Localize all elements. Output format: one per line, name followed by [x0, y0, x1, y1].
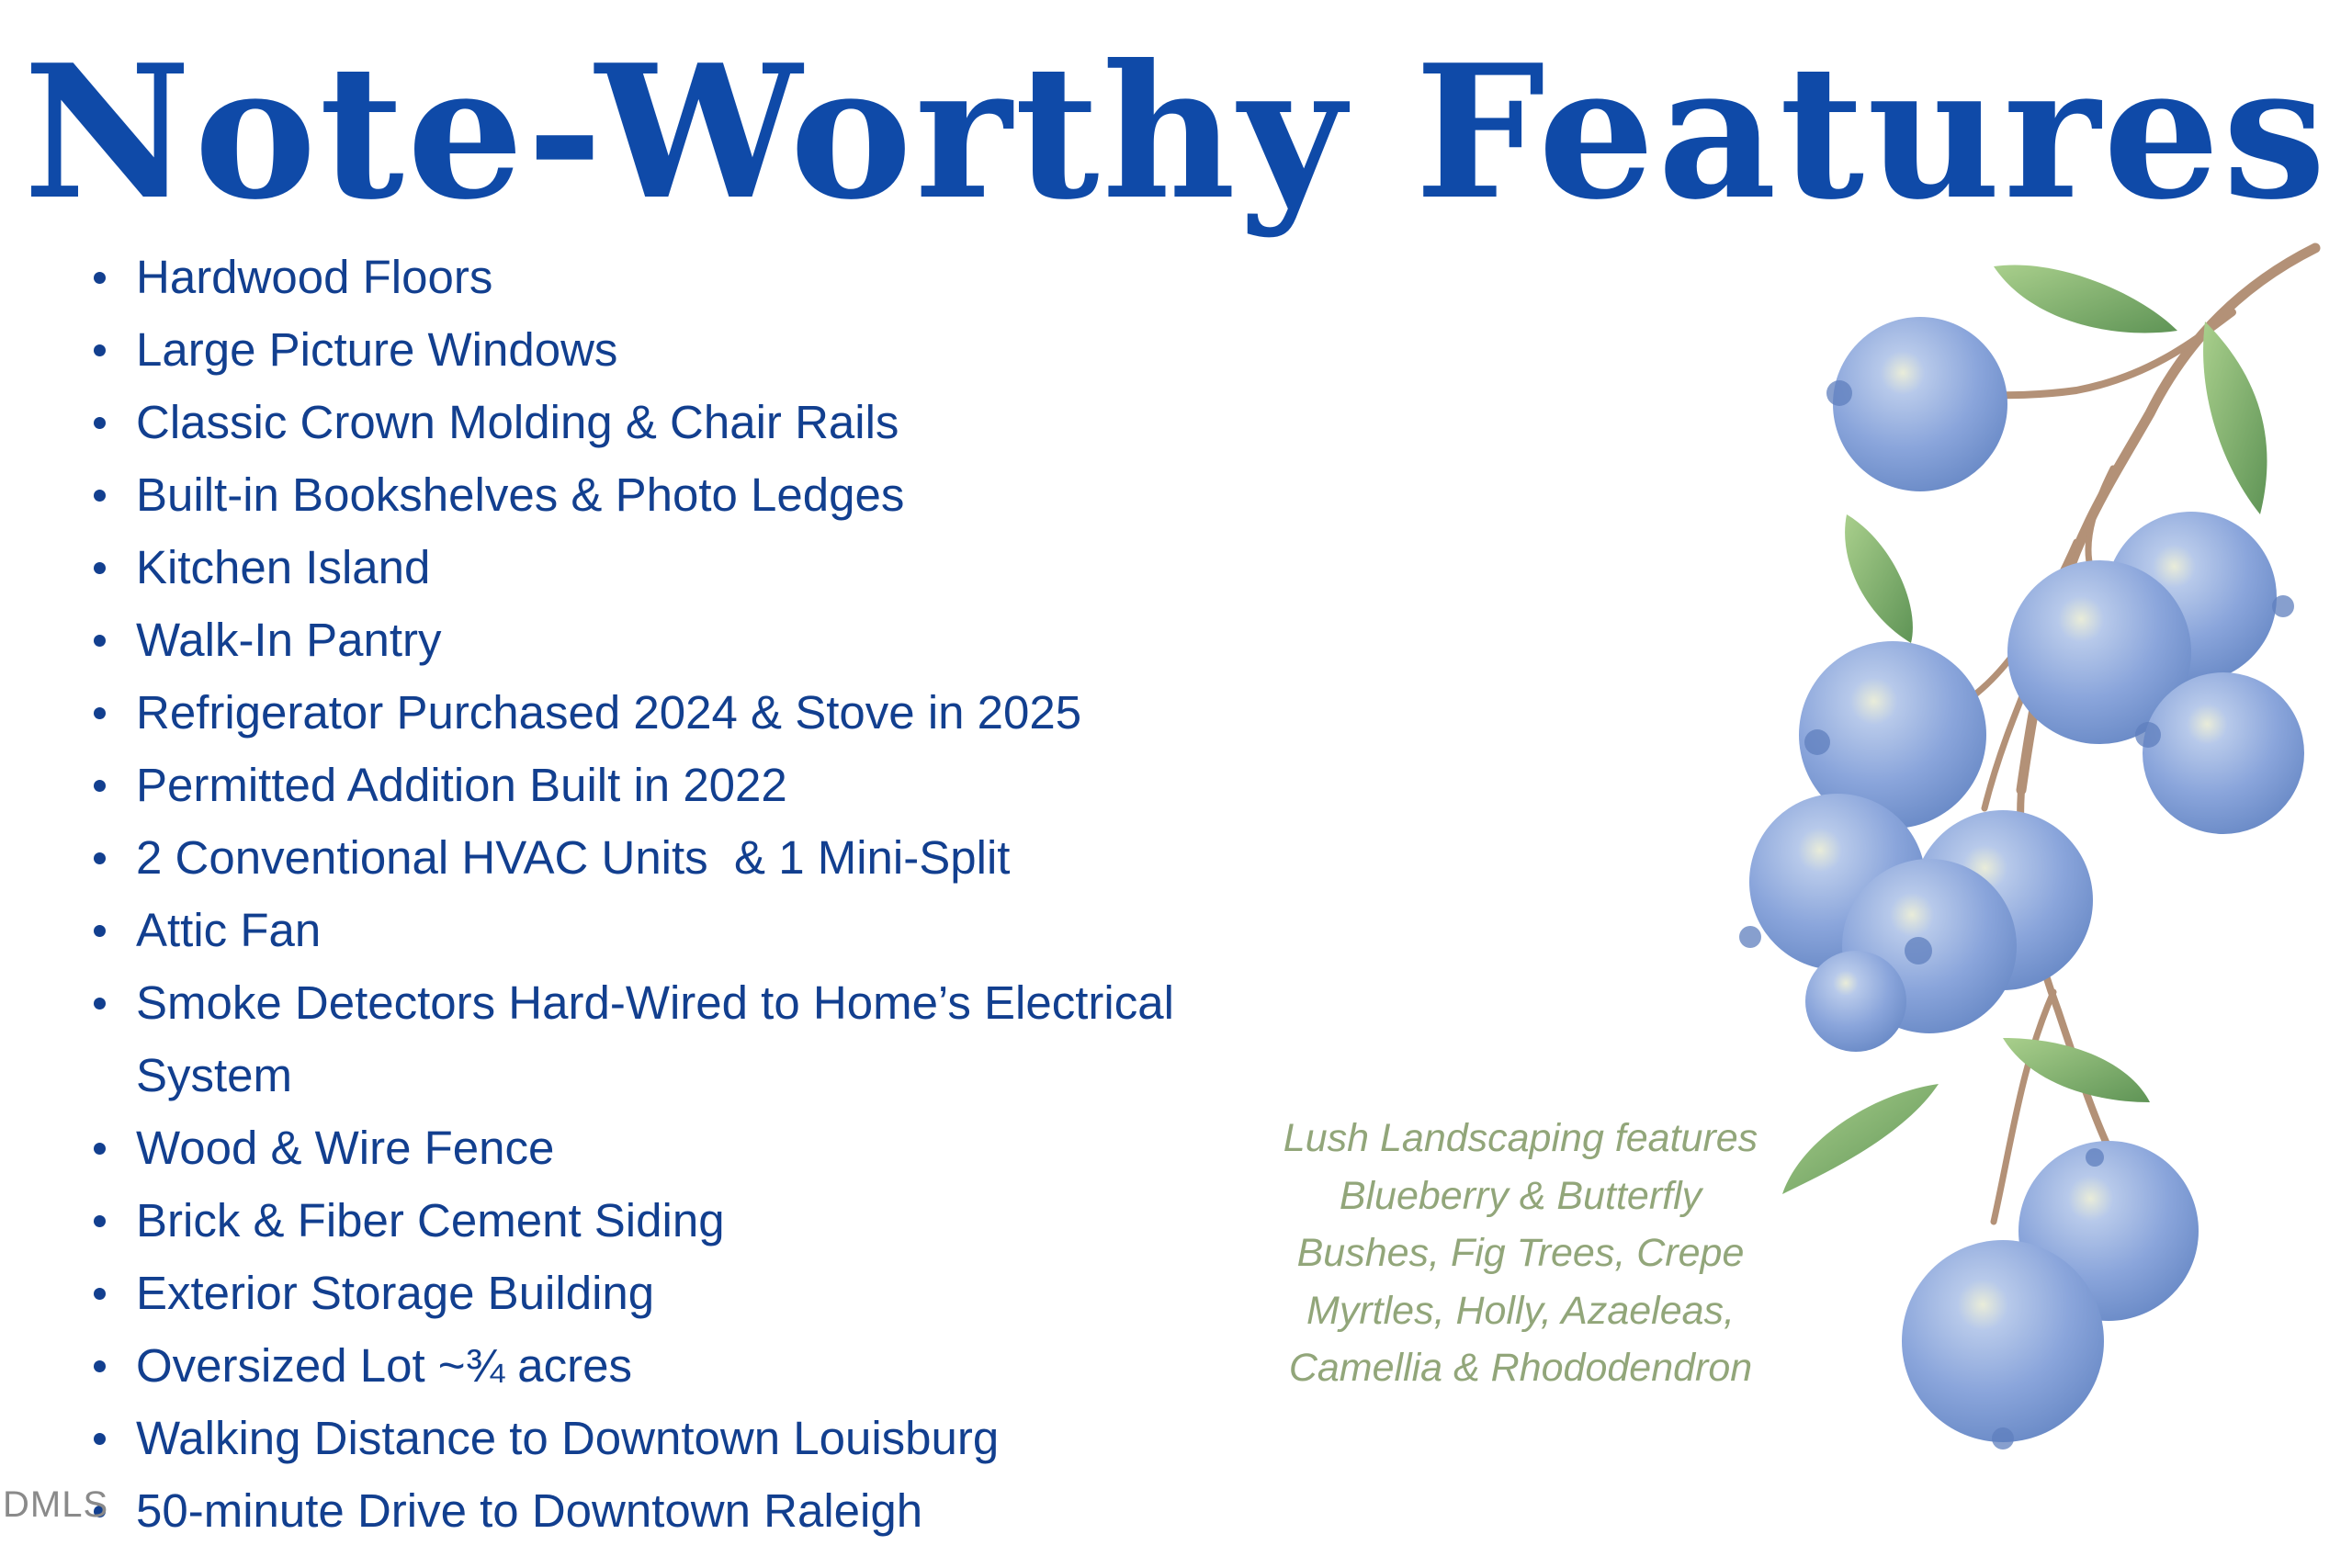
bullet-icon [94, 780, 106, 792]
list-item [83, 386, 1295, 458]
list-item [83, 821, 1295, 894]
bullet-icon [94, 998, 106, 1010]
feature-list [83, 241, 1295, 1547]
bullet-icon [94, 852, 106, 864]
feature-text: Brick & Fiber Cement Siding [136, 1194, 725, 1247]
landscaping-note: Lush Landscaping features Blueberry & Butterfly Bushes, Fig Trees, Crepe Myrtles, Holly, Azaeleas, Camellia & Rhododendron [1283, 1116, 1758, 1390]
list-item [83, 241, 1295, 313]
bullet-icon [94, 490, 106, 502]
bullet-icon [94, 707, 106, 719]
list-item [83, 1402, 1295, 1474]
feature-text: Oversized Lot ~¾ acres [136, 1339, 633, 1392]
bullet-icon [94, 1360, 106, 1372]
list-item [83, 1184, 1295, 1257]
feature-text: 2 Conventional HVAC Units & 1 Mini-Split [136, 831, 1011, 884]
list-item [83, 1474, 1295, 1547]
feature-text: 50-minute Drive to Downtown Raleigh [136, 1484, 923, 1537]
feature-text: Smoke Detectors Hard-Wired to Home’s Electrical System [136, 976, 1174, 1101]
feature-text: Walk-In Pantry [136, 614, 442, 666]
list-item [83, 894, 1295, 966]
feature-text: Exterior Storage Building [136, 1267, 655, 1319]
feature-text: Wood & Wire Fence [136, 1122, 555, 1174]
feature-text: Permitted Addition Built in 2022 [136, 759, 787, 811]
feature-text: Hardwood Floors [136, 251, 493, 303]
list-item [83, 1257, 1295, 1329]
blueberry-branch-icon [1599, 239, 2334, 1488]
page-title: Note-Worthy Features [23, 25, 2329, 241]
bullet-icon [94, 925, 106, 937]
feature-text: Built-in Bookshelves & Photo Ledges [136, 468, 905, 521]
watermark: DMLS [3, 1484, 109, 1525]
bullet-icon [94, 635, 106, 647]
feature-text: Large Picture Windows [136, 323, 618, 376]
bullet-icon [94, 1433, 106, 1445]
feature-text: Attic Fan [136, 904, 322, 956]
feature-text: Walking Distance to Downtown Louisburg [136, 1412, 1000, 1464]
list-item [83, 966, 1294, 1111]
bullet-icon [94, 1143, 106, 1155]
list-item [83, 313, 1295, 386]
list-item [83, 749, 1295, 821]
list-item [83, 1329, 1295, 1402]
bullet-icon [94, 417, 106, 429]
bullet-icon [94, 1215, 106, 1227]
bullet-icon [94, 1288, 106, 1300]
list-item [83, 604, 1295, 676]
list-item [83, 458, 1295, 531]
list-item [83, 531, 1295, 604]
bullet-icon [94, 562, 106, 574]
feature-text: Classic Crown Molding & Chair Rails [136, 396, 899, 448]
bullet-icon [94, 344, 106, 356]
list-item [83, 1111, 1295, 1184]
list-item [83, 676, 1295, 749]
feature-text: Kitchen Island [136, 541, 431, 593]
feature-text: Refrigerator Purchased 2024 & Stove in 2025 [136, 686, 1082, 739]
blueberries [1749, 317, 2304, 1442]
bullet-icon [94, 272, 106, 284]
